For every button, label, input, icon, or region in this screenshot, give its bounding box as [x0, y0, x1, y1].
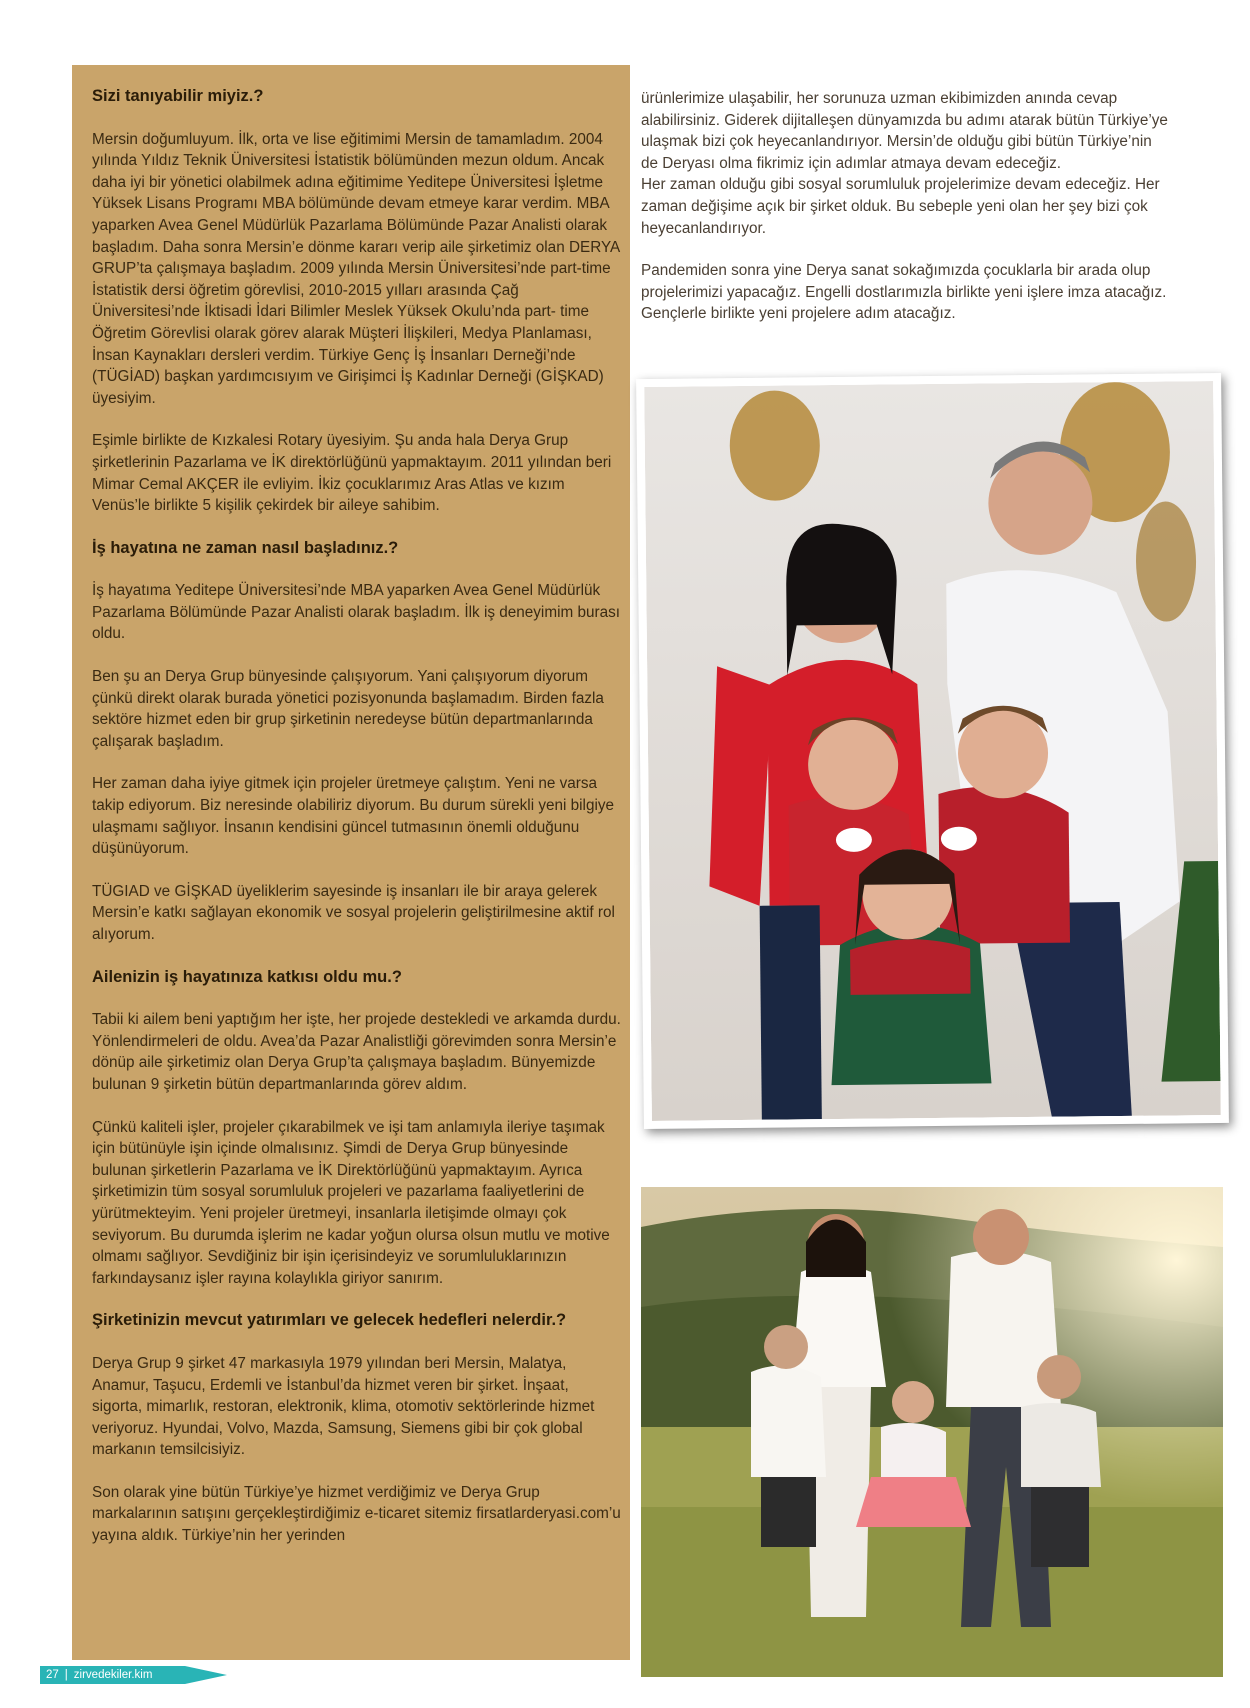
paragraph: İş hayatıma Yeditepe Üniversitesi’nde MBA yaparken Avea Genel Müdürlük Pazarlama Bölümünde Pazar Analisti olarak başladım. İlk iş deneyimim burası oldu.	[92, 582, 620, 643]
paragraph: Derya Grup 9 şirket 47 markasıyla 1979 yılından beri Mersin, Malatya, Anamur, Taşucu, Erdemli ve İstanbul’da hizmet veren bir şirket. İnşaat, sigorta, mimarlık, restoran, elektronik, klima, otomotiv sektörlerinde hizmet veriyoruz. Hyundai, Volvo, Mazda, Samsung, Siemens gibi bir çok global markanın temsilcisiyiz.	[92, 1354, 595, 1459]
family-photo-outdoor	[641, 1187, 1223, 1677]
family-photo-studio	[636, 373, 1229, 1129]
question-heading: İş hayatına ne zaman nasıl başladınız.?	[92, 538, 399, 557]
paragraph: Eşimle birlikte de Kızkalesi Rotary üyesiyim. Şu anda hala Derya Grup şirketlerinin Pazarlama ve İK direktörlüğünü yapmaktayım. 2011 yılından beri Mimar Cemal AKÇER ile evliyim. İkiz çocuklarımız Aras Atlas ve kızım Venüs’le birlikte 5 kişilik çekirdek bir aileye sahibim.	[92, 432, 612, 515]
paragraph: Pandemiden sonra yine Derya sanat sokağımızda çocuklarla bir arada olup projelerimizi yapacağız. Engelli dostlarımızla birlikte yeni işlere imza atacağız. Gençlerle birlikte yeni projelere adım atacağız.	[641, 262, 1167, 323]
question-heading: Sizi tanıyabilir miyiz.?	[92, 87, 264, 105]
paragraph: ürünlerimize ulaşabilir, her sorunuza uzman ekibimizden anında cevap alabilirsiniz. Giderek dijitalleşen dünyamızda bu adımı atarak bütün Türkiye’ye ulaşmak bizi çok heyecanlandırıyor. Mersin’de olduğu gibi bütün Türkiye’nin de Deryası olma fikrimiz için adımlar atmaya devam edeceğiz.	[641, 90, 1168, 172]
paragraph: Her zaman daha iyiye gitmek için projeler üretmeye çalıştım. Yeni ne varsa takip ediyorum. Biz neresinde olabiliriz diyorum. Bu durum sürekli yeni bilgiye ulaşmamı sağlıyor. İnsanın kendisini güncel tutmasının önemli olduğunu düşünüyorum.	[92, 775, 615, 858]
question-heading: Şirketinizin mevcut yatırımları ve gelecek hedefleri nelerdir.?	[92, 1311, 567, 1330]
paragraph: Mersin doğumluyum. İlk, orta ve lise eğitimimi Mersin de tamamladım. 2004 yılında Yıldız Teknik Üniversitesi İstatistik bölümünden mezun oldum. Ancak daha iyi bir yönetici olabilmek adına eğitimime Yeditepe Üniversitesi İşletme Yüksek Lisans Programı MBA bölümünde devam etmeye karar verdim. MBA yaparken Avea Genel Müdürlük Pazarlama Bölümünde Pazar Analisti olarak başladım. Daha sonra Mersin’e dönme kararı verip aile şirketimiz olan DERYA GRUP’ta çalışmaya başladım. 2009 yılında Mersin Üniversitesi’nde part-time İstatistik dersi öğretim görevlisi, 2010-2015 yılları arasında Çağ Üniversitesi’nde İktisadi İdari Bilimler Meslek Yüksek Okulu’nda part- time Öğretim Görevlisi olarak görev alarak Müşteri İlişkileri, Medya Planlaması, İnsan Kaynakları dersleri verdim. Türkiye Genç İş İnsanları Derneği’nde (TÜGİAD) başkan yardımcısıyım ve Girişimci İş Kadınlar Derneği (GİŞKAD) üyesiyim.	[92, 130, 620, 407]
family-photo-outdoor-image	[641, 1187, 1223, 1677]
paragraph: Tabii ki ailem beni yaptığım her işte, her projede destekledi ve arkamda durdu. Yönlendirmeleri de oldu. Avea’da Pazar Analistliği görevimden sonra Mersin’e dönüp aile şirketimiz olan Derya Grup’ta çalışmaya başladım. Bünyemizde bulunan 9 şirketin bütün departmanlarında görev aldım.	[92, 1011, 621, 1093]
question-heading: Ailenizin iş hayatınıza katkısı oldu mu.?	[92, 967, 402, 986]
paragraph: Ben şu an Derya Grup bünyesinde çalışıyorum. Yani çalışıyorum diyorum çünkü direkt olarak burada yönetici pozisyonunda başlamadım. Birden fazla sektöre hizmet eden bir grup şirketinin neredeyse bütün departmanlarında çalışarak başladım.	[92, 668, 604, 750]
footer-bar-tip	[185, 1666, 227, 1684]
paragraph: TÜGIAD ve GİŞKAD üyeliklerim sayesinde iş insanları ile bir araya gelerek Mersin’e katkı sağlayan ekonomik ve sosyal projelerin geliştirilmesine aktif rol alıyorum.	[92, 882, 615, 943]
footer-site: zirvedekiler.kim	[73, 1669, 153, 1681]
left-article-column	[92, 86, 622, 1568]
paragraph: Son olarak yine bütün Türkiye’ye hizmet verdiğimiz ve Derya Grup markalarının satışını gerçekleştirdiğimiz e-ticaret sitemiz firsatlarderyasi.com’u yayına aldık. Türkiye’nin her yerinden	[92, 1483, 621, 1545]
right-article-column	[641, 88, 1171, 325]
footer-separator: |	[64, 1669, 68, 1681]
family-photo-studio-image	[644, 381, 1221, 1121]
paragraph: Her zaman olduğu gibi sosyal sorumluluk projelerimize devam edeceğiz. Her zaman değişime açık bir şirket olduk. Bu sebeple yeni olan her şey bizi çok heyecanlandırıyor.	[641, 176, 1160, 237]
page-number: 27	[46, 1669, 59, 1681]
page-footer	[40, 1666, 152, 1684]
paragraph: Çünkü kaliteli işler, projeler çıkarabilmek ve işi tam anlamıyla ileriye taşımak için bütünüyle işin içinde olmalısınız. Şimdi de Derya Grup bünyesinde bulunan şirketlerin Pazarlama ve İK Direktörlüğünü yapmaktayım. Ayrıca şirketimizin tüm sosyal sorumluluk projeleri ve pazarlama faaliyetlerini de yürütmekteyim. Yeni projeler üretmeyi, insanlarla iletişimde olmayı çok seviyorum. Bu durumda işlerim ne kadar yoğun olursa olsun mutlu ve motive olmamı sağlıyor. Sevdiğiniz bir işin içerisindeyiz ve sorumluluklarınızın farkındaysanız işler rayına kolaylıkla giriyor sanırım.	[92, 1118, 610, 1287]
